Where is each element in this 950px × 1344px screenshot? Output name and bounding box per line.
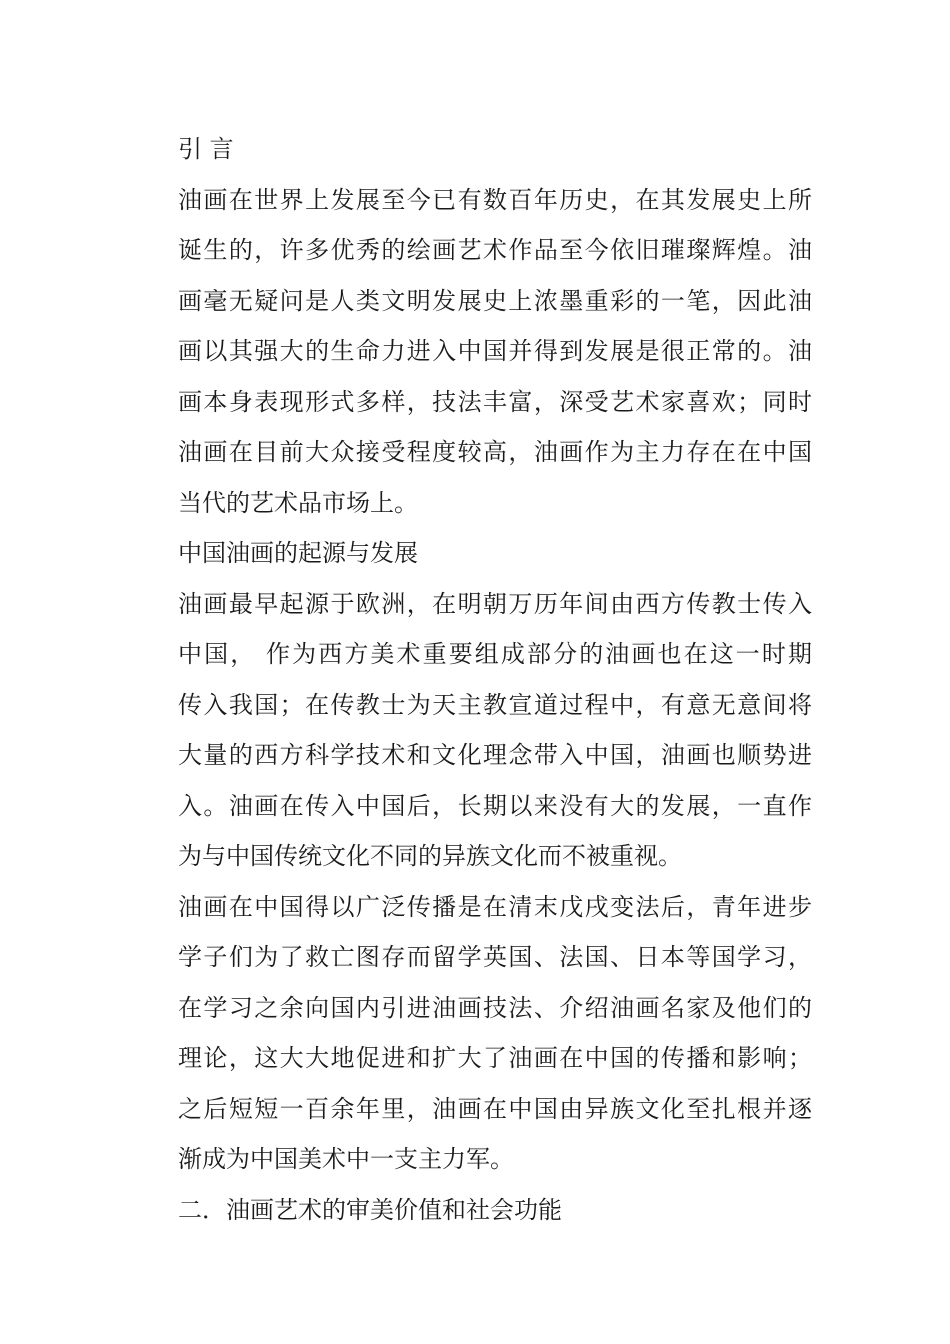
body-line: 为与中国传统文化不同的异族文化而不被重视。 xyxy=(178,842,682,870)
body-line: 诞生的，许多优秀的绘画艺术作品至今依旧璀璨辉煌。油 xyxy=(178,236,812,264)
body-line: 学子们为了救亡图存而留学英国、法国、日本等国学习， xyxy=(178,943,812,971)
body-line: 画毫无疑问是人类文明发展史上浓墨重彩的一笔，因此油 xyxy=(178,286,812,315)
section-heading-aesthetic: 二．油画艺术的审美价值和社会功能 xyxy=(178,1195,562,1224)
intro-heading: 引 言 xyxy=(178,135,234,163)
body-line: 中国， 作为西方美术重要组成部分的油画也在这一时期 xyxy=(178,640,812,668)
section-heading-origin: 中国油画的起源与发展 xyxy=(178,539,418,567)
body-line: 油画在中国得以广泛传播是在清末戊戌变法后，青年进步 xyxy=(178,892,812,921)
body-line: 之后短短一百余年里，油画在中国由异族文化至扎根并逐 xyxy=(178,1094,812,1123)
body-line: 理论，这大大地促进和扩大了油画在中国的传播和影响； xyxy=(178,1044,812,1072)
body-line: 大量的西方科学技术和文化理念带入中国，油画也顺势进 xyxy=(178,741,812,769)
body-line: 在学习之余向国内引进油画技法、介绍油画名家及他们的 xyxy=(178,993,812,1022)
body-line: 油画在世界上发展至今已有数百年历史，在其发展史上所 xyxy=(178,185,812,214)
body-line: 画以其强大的生命力进入中国并得到发展是很正常的。油 xyxy=(178,337,812,365)
body-line: 传入我国；在传教士为天主教宣道过程中，有意无意间将 xyxy=(178,690,812,719)
body-line: 油画在目前大众接受程度较高，油画作为主力存在在中国 xyxy=(178,438,812,466)
body-line: 入。油画在传入中国后，长期以来没有大的发展，一直作 xyxy=(178,791,812,820)
document-body xyxy=(178,124,812,1235)
body-line: 油画最早起源于欧洲，在明朝万历年间由西方传教士传入 xyxy=(178,589,812,618)
body-line: 渐成为中国美术中一支主力军。 xyxy=(178,1145,514,1173)
body-line: 画本身表现形式多样，技法丰富，深受艺术家喜欢；同时 xyxy=(178,387,812,416)
body-line: 当代的艺术品市场上。 xyxy=(178,488,418,517)
